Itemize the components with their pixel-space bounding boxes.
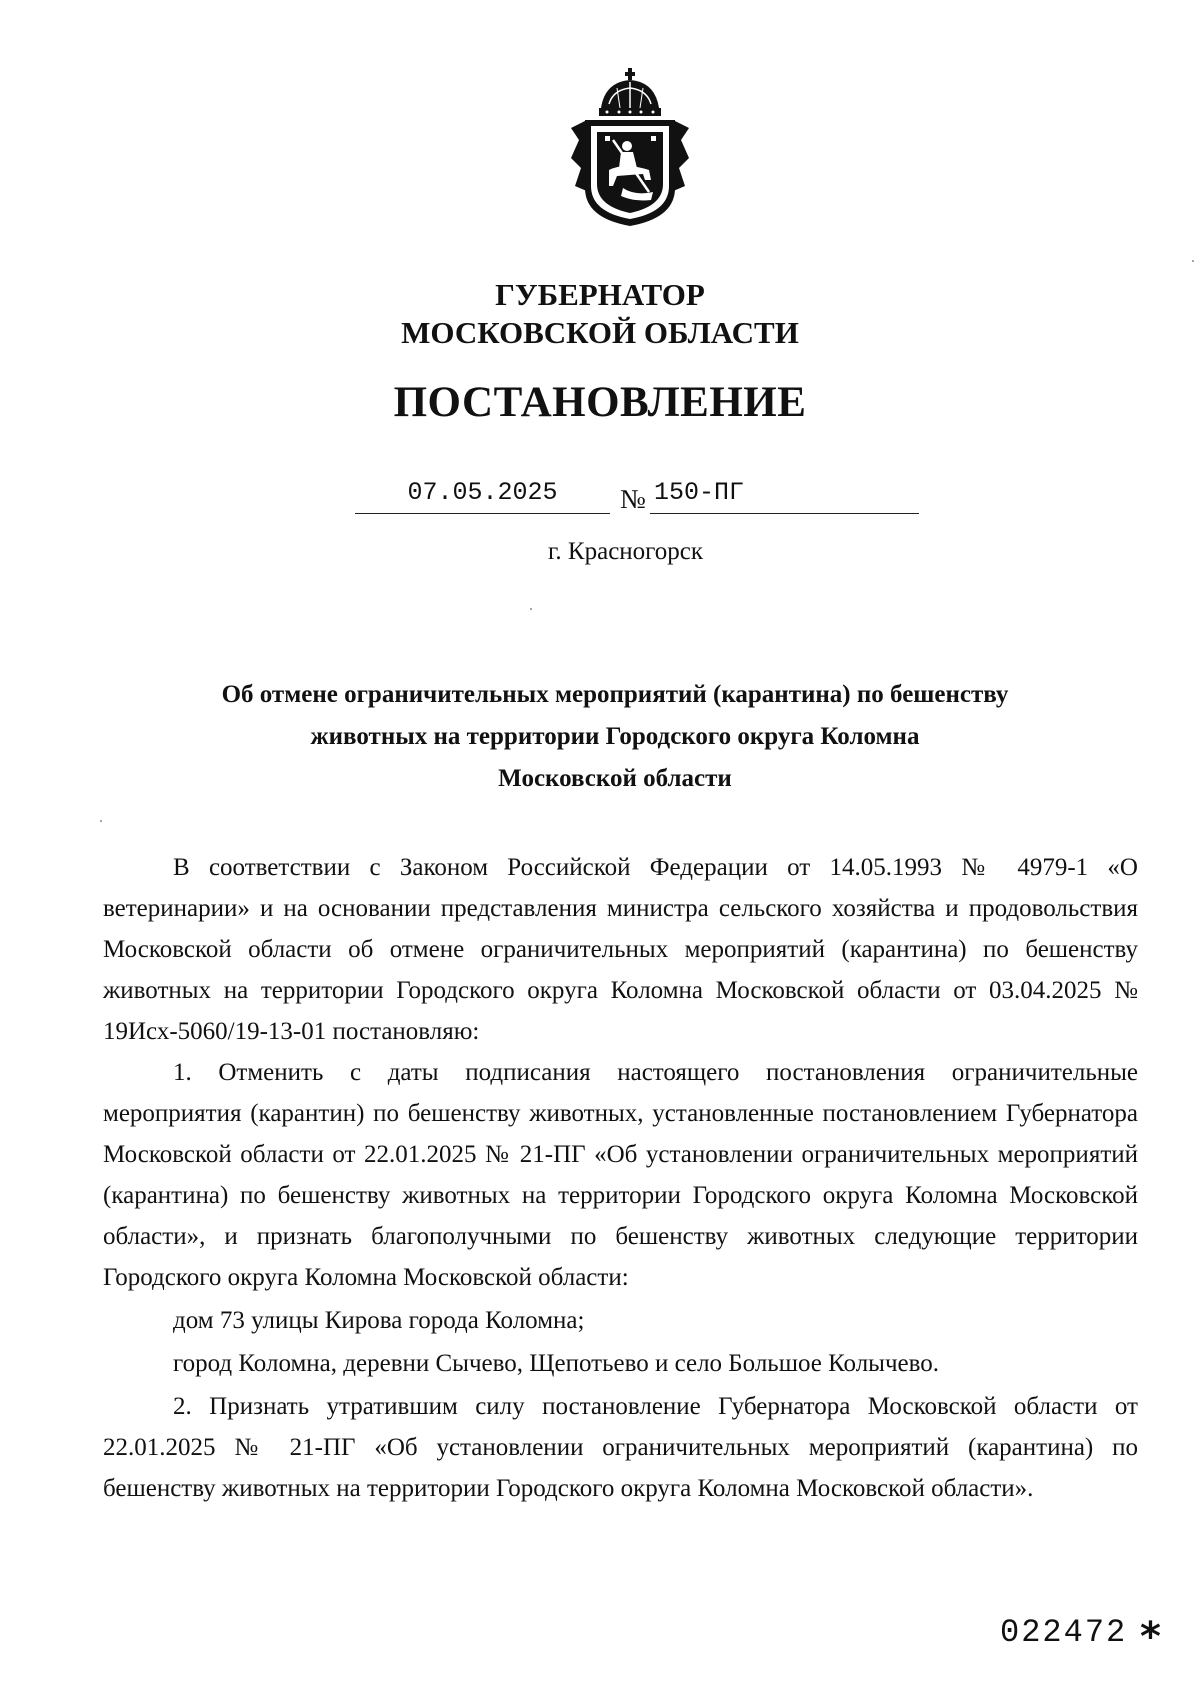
serial-number: 022472 bbox=[1000, 1614, 1128, 1651]
scan-speck bbox=[1192, 260, 1194, 262]
document-date: 07.05.2025 bbox=[355, 478, 610, 514]
preamble-paragraph: В соответствии с Законом Российской Федерации от 14.05.1993 № 4979-1 «О ветеринарии» и на основании представления министра сельского хозяйства и продовольствия Московской области об отмене ограничительных мероприятий (карантина) по бешенству животных на территории Городского округа Коломна Московской области от 03.04.2025 № 19Исх-5060/19-13-01 постановляю: bbox=[103, 854, 1138, 1045]
moscow-oblast-coat-of-arms-icon bbox=[565, 68, 695, 228]
document-number: 150-ПГ bbox=[650, 478, 919, 514]
document-body bbox=[103, 847, 1138, 1509]
document-type-title: ПОСТАНОВЛЕНИЕ bbox=[393, 379, 807, 426]
item-2-paragraph: 2. Признать утратившим силу постановление Губернатора Московской области от 22.01.2025 № 21-ПГ «Об установлении ограничительных мероприятий (карантина) по бешенству животных на территории Городского округа Коломна Московской области». bbox=[103, 1393, 1138, 1502]
subject-line: Московской области bbox=[498, 765, 732, 792]
org-title-line2: МОСКОВСКОЙ ОБЛАСТИ bbox=[401, 315, 799, 350]
subject-line: животных на территории Городского округа Коломна bbox=[310, 723, 920, 750]
asterisk-mark: * bbox=[1140, 1614, 1161, 1660]
org-title-line1: ГУБЕРНАТОР bbox=[495, 277, 705, 312]
document-subject bbox=[140, 674, 1090, 800]
scan-speck bbox=[100, 820, 102, 822]
item-1-subitem: дом 73 улицы Кирова города Коломна; bbox=[173, 1307, 585, 1334]
issue-city: г. Красногорск bbox=[548, 538, 704, 565]
subject-line: Об отмене ограничительных мероприятий (карантина) по бешенству bbox=[221, 681, 1009, 708]
item-1-subitem: город Коломна, деревни Сычево, Щепотьево и село Большое Колычево. bbox=[173, 1350, 940, 1377]
scan-speck bbox=[530, 608, 532, 610]
number-sign: № bbox=[620, 484, 646, 514]
item-1-paragraph: 1. Отменить с даты подписания настоящего постановления ограничительные мероприятия (карантин) по бешенству животных, установленные постановлением Губернатора Московской области от 22.01.2025 № 21-ПГ «Об установлении ограничительных мероприятий (карантина) по бешенству животных на территории Городского округа Коломна Московской области», и признать благополучными по бешенству животных следующие территории Городского округа Коломна Московской области: bbox=[103, 1059, 1138, 1291]
